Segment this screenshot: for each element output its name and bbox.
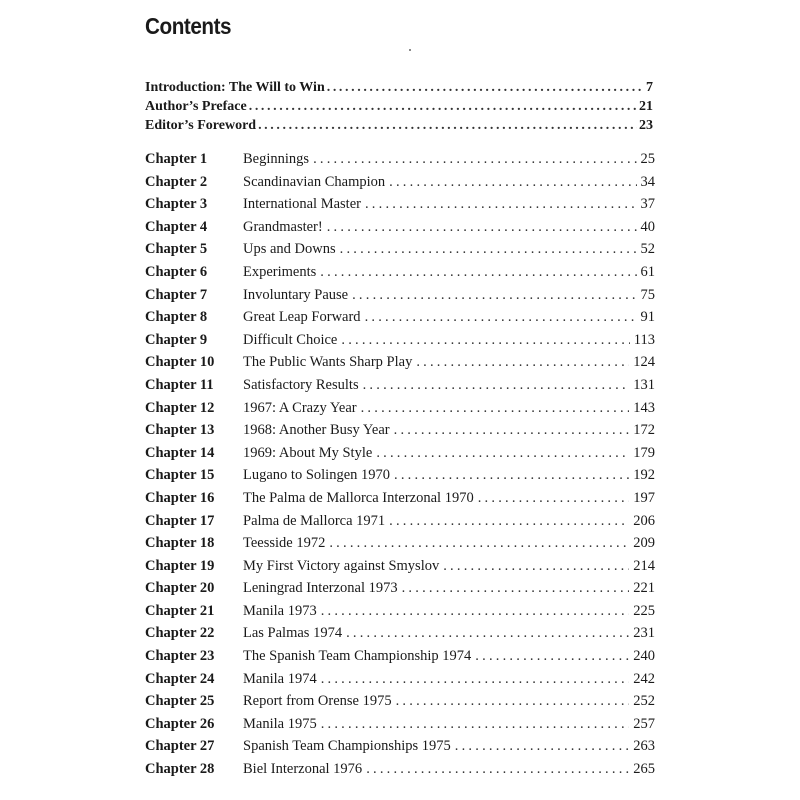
- page-number: 257: [633, 715, 655, 732]
- dot-leader: [321, 716, 630, 733]
- chapter-title: Las Palmas 1974: [243, 625, 343, 642]
- chapter-entry[interactable]: [145, 693, 655, 716]
- chapter-number: Chapter 11: [145, 376, 214, 393]
- chapter-entry[interactable]: [145, 332, 655, 355]
- front-matter-entry[interactable]: [145, 80, 653, 99]
- page-number: 7: [646, 80, 653, 95]
- chapter-entry[interactable]: [145, 309, 655, 332]
- chapter-title: Report from Orense 1975: [243, 693, 392, 710]
- chapter-number: Chapter 22: [145, 625, 215, 642]
- chapter-entry[interactable]: [145, 738, 655, 761]
- page-number: 209: [633, 535, 655, 552]
- page-number: 143: [633, 399, 655, 416]
- dot-leader: [455, 738, 629, 755]
- chapter-title: Spanish Team Championships 1975: [243, 738, 451, 755]
- dot-leader: [327, 219, 637, 236]
- dot-leader: [327, 80, 644, 96]
- chapter-entry[interactable]: [145, 490, 655, 513]
- chapter-title: Biel Interzonal 1976: [243, 761, 363, 778]
- chapter-title: 1968: Another Busy Year: [243, 422, 390, 439]
- chapter-number: Chapter 8: [145, 309, 208, 326]
- dot-leader: [394, 467, 629, 484]
- entry-label: Author’s Preface: [145, 99, 247, 114]
- chapter-number: Chapter 7: [145, 286, 208, 303]
- chapter-title: Involuntary Pause: [243, 286, 349, 303]
- dot-leader: [443, 558, 629, 575]
- dot-leader: [389, 174, 636, 191]
- chapter-entry[interactable]: [145, 535, 655, 558]
- dot-leader: [329, 535, 629, 552]
- chapter-entry[interactable]: [145, 196, 655, 219]
- chapter-title: The Spanish Team Championship 1974: [243, 648, 472, 665]
- chapter-title: International Master: [243, 196, 361, 213]
- chapter-title: Ups and Downs: [243, 241, 336, 258]
- chapter-number: Chapter 19: [145, 557, 215, 574]
- page-number: 192: [633, 467, 655, 484]
- front-matter-entry[interactable]: [145, 118, 653, 137]
- dot-leader: [389, 513, 629, 530]
- chapter-number: Chapter 18: [145, 535, 215, 552]
- page-number: 179: [633, 444, 655, 461]
- dot-leader: [394, 422, 630, 439]
- chapter-title: Manila 1974: [243, 670, 317, 687]
- dot-leader: [249, 99, 637, 115]
- chapter-number: Chapter 21: [145, 602, 215, 619]
- page-number: 240: [633, 648, 655, 665]
- chapter-number: Chapter 13: [145, 422, 215, 439]
- chapter-entry[interactable]: [145, 558, 655, 581]
- page-number: 242: [633, 670, 655, 687]
- dot-leader: [346, 625, 629, 642]
- dot-leader: [376, 445, 629, 462]
- dot-leader: [366, 761, 629, 778]
- chapter-number: Chapter 27: [145, 738, 215, 755]
- page-number: 113: [633, 331, 655, 348]
- chapter-title: Grandmaster!: [243, 218, 323, 235]
- chapter-entry[interactable]: [145, 716, 655, 739]
- dot-leader: [475, 648, 629, 665]
- page-number: 37: [640, 196, 655, 213]
- page-number: 23: [639, 118, 653, 133]
- chapter-entry[interactable]: [145, 603, 655, 626]
- chapter-entry[interactable]: [145, 264, 655, 287]
- dot-leader: [478, 490, 630, 507]
- chapter-number: Chapter 9: [145, 331, 208, 348]
- chapter-number: Chapter 2: [145, 173, 208, 190]
- chapter-entry[interactable]: [145, 377, 655, 400]
- chapter-title: The Palma de Mallorca Interzonal 1970: [243, 489, 474, 506]
- chapter-entry[interactable]: [145, 445, 655, 468]
- page-number: 252: [633, 693, 655, 710]
- chapter-number: Chapter 4: [145, 218, 208, 235]
- chapter-number: Chapter 14: [145, 444, 215, 461]
- chapter-entry[interactable]: [145, 151, 655, 174]
- chapter-title: 1967: A Crazy Year: [243, 399, 357, 416]
- dot-leader: [365, 196, 637, 213]
- chapter-number: Chapter 3: [145, 196, 208, 213]
- chapter-number: Chapter 26: [145, 715, 215, 732]
- chapter-entry[interactable]: [145, 671, 655, 694]
- chapter-number: Chapter 6: [145, 263, 208, 280]
- chapter-title: Scandinavian Champion: [243, 173, 386, 190]
- chapter-title: Satisfactory Results: [243, 376, 359, 393]
- page-number: 34: [640, 173, 655, 190]
- chapter-number: Chapter 17: [145, 512, 215, 529]
- chapter-entry[interactable]: [145, 513, 655, 536]
- chapter-number: Chapter 12: [145, 399, 215, 416]
- dot-leader: [365, 309, 637, 326]
- page-number: 197: [633, 489, 655, 506]
- dot-leader: [321, 671, 630, 688]
- dot-leader: [361, 400, 630, 417]
- chapter-title: My First Victory against Smyslov: [243, 557, 440, 574]
- chapter-title: Difficult Choice: [243, 331, 338, 348]
- page-number: 91: [640, 309, 655, 326]
- chapter-entry[interactable]: [145, 580, 655, 603]
- chapter-number: Chapter 28: [145, 761, 215, 778]
- chapter-title: Beginnings: [243, 151, 310, 167]
- dot-leader: [396, 693, 630, 710]
- dot-leader: [402, 580, 630, 597]
- chapter-entry[interactable]: [145, 422, 655, 445]
- chapter-entry[interactable]: [145, 761, 655, 784]
- page-number: 131: [633, 376, 655, 393]
- chapter-number: Chapter 1: [145, 151, 208, 167]
- page-number: 231: [633, 625, 655, 642]
- front-matter-entry[interactable]: [145, 99, 653, 118]
- chapter-number: Chapter 10: [145, 354, 215, 371]
- dot-leader: [258, 118, 637, 134]
- chapter-entry[interactable]: [145, 400, 655, 423]
- chapter-number: Chapter 23: [145, 648, 215, 665]
- page-number: 75: [640, 286, 655, 303]
- chapter-title: Experiments: [243, 263, 317, 280]
- page-number: 172: [633, 422, 655, 439]
- chapter-entry[interactable]: [145, 648, 655, 671]
- chapter-title: Leningrad Interzonal 1973: [243, 580, 398, 597]
- chapter-number: Chapter 5: [145, 241, 208, 258]
- chapter-number: Chapter 20: [145, 580, 215, 597]
- page-number: 214: [633, 557, 655, 574]
- chapter-number: Chapter 24: [145, 670, 215, 687]
- page-number: 61: [640, 263, 655, 280]
- dot-leader: [363, 377, 630, 394]
- ink-speck: [409, 49, 411, 51]
- chapter-entry[interactable]: [145, 174, 655, 197]
- page-number: 265: [633, 761, 655, 778]
- front-matter-list: [145, 80, 653, 137]
- chapter-number: Chapter 25: [145, 693, 215, 710]
- dot-leader: [313, 151, 636, 168]
- dot-leader: [416, 354, 629, 371]
- chapter-number: Chapter 16: [145, 489, 215, 506]
- dot-leader: [340, 241, 637, 258]
- chapter-title: Manila 1975: [243, 715, 317, 732]
- page-number: 263: [633, 738, 655, 755]
- dot-leader: [320, 264, 636, 281]
- page-number: 25: [640, 151, 655, 167]
- page-number: 52: [640, 241, 655, 258]
- chapter-entry[interactable]: [145, 467, 655, 490]
- page-number: 206: [633, 512, 655, 529]
- chapter-entry[interactable]: [145, 287, 655, 310]
- dot-leader: [352, 287, 636, 304]
- page-number: 221: [633, 580, 655, 597]
- dot-leader: [321, 603, 630, 620]
- entry-label: Introduction: The Will to Win: [145, 80, 325, 95]
- chapter-title: Lugano to Solingen 1970: [243, 467, 391, 484]
- chapter-entry[interactable]: [145, 354, 655, 377]
- page-number: 124: [633, 354, 655, 371]
- page-number: 40: [640, 218, 655, 235]
- page-number: 225: [633, 602, 655, 619]
- chapter-title: 1969: About My Style: [243, 444, 373, 461]
- chapter-title: The Public Wants Sharp Play: [243, 354, 413, 371]
- chapter-list: [145, 151, 655, 784]
- chapter-number: Chapter 15: [145, 467, 215, 484]
- dot-leader: [341, 332, 629, 349]
- chapter-title: Teesside 1972: [243, 535, 326, 552]
- entry-label: Editor’s Foreword: [145, 118, 257, 133]
- chapter-entry[interactable]: [145, 241, 655, 264]
- chapter-title: Great Leap Forward: [243, 309, 361, 326]
- chapter-title: Palma de Mallorca 1971: [243, 512, 386, 529]
- page-title: Contents: [145, 13, 232, 39]
- chapter-title: Manila 1973: [243, 602, 317, 619]
- chapter-entry[interactable]: [145, 625, 655, 648]
- chapter-entry[interactable]: [145, 219, 655, 242]
- page-number: 21: [639, 99, 653, 114]
